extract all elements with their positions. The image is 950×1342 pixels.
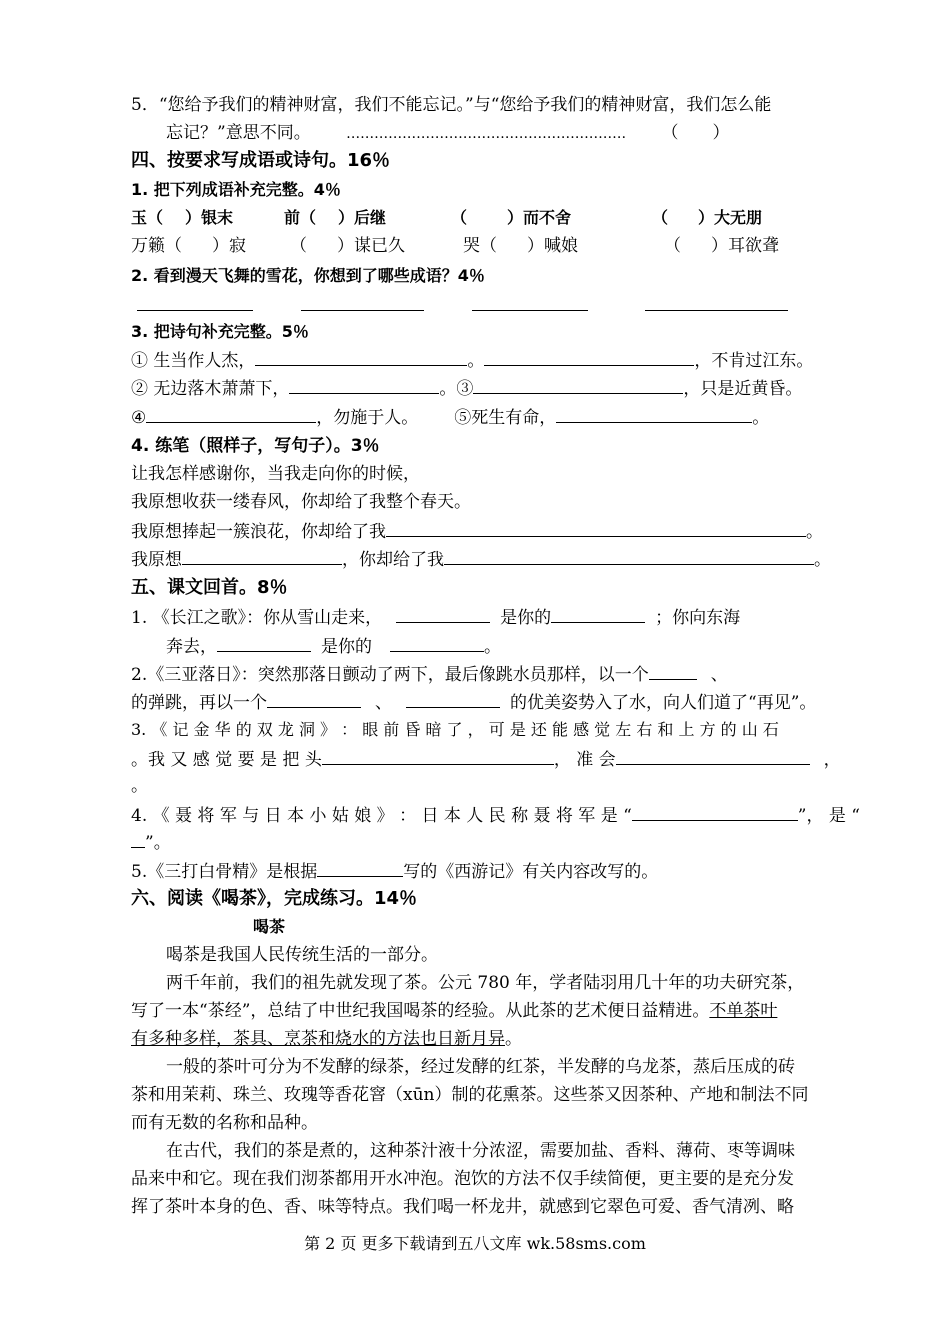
writing-line-1 [131, 519, 823, 544]
review-item-3a: 3. 《 记 金 华 的 双 龙 洞 》 ： 眼 前 昏 暗 了 ， 可 是 还 能 感 觉 左 右 和 上 方 的 山 石 [131, 720, 779, 739]
q5-line1: 5．“您给予我们的精神财富，我们不能忘记。”与“您给予我们的精神财富，我们怎么能 [131, 95, 772, 115]
review-blank[interactable] [616, 747, 810, 765]
idiom-pre: （ [652, 208, 669, 227]
s4-q3-title: 3. 把诗句补充完整。5％ [131, 322, 309, 341]
poem-blank[interactable] [146, 405, 316, 423]
idiom-post: ）而不舍 [507, 208, 572, 227]
idiom-pre: （ [451, 208, 468, 227]
article-p3-line2: 茶和用茉莉、珠兰、玫瑰等香花窨（xūn）制的花熏茶。这些茶又因茶种、产地和制法不同 [131, 1085, 809, 1105]
answer-blank-1[interactable] [137, 310, 253, 311]
review-item-4a [131, 803, 860, 828]
idiom-post: ）银末 [185, 208, 234, 227]
idiom-post: ）耳欲聋 [711, 236, 779, 256]
review-text: ， 准 会 [553, 750, 616, 770]
review-text: 、 [375, 693, 392, 713]
article-p4-line3: 挥了茶叶本身的色、香、味等特点。我们喝一杯龙井，就感到它翠色可爱、香气清冽、略 [131, 1197, 794, 1217]
review-text: 是你的 [500, 608, 552, 628]
answer-blank-4[interactable] [645, 310, 788, 311]
review-text: 2.《三亚落日》：突然那落日颤动了两下，最后像跳水员那样，以一个 [131, 665, 649, 685]
idiom-item-8 [664, 234, 779, 258]
writing-line-2 [131, 547, 831, 572]
review-text: 4. 《 聂 将 军 与 日 本 小 姑 娘 》 ： 日 本 人 民 称 聂 将 军 是 “ [131, 806, 632, 826]
q5-answer-paren: （ ） [661, 123, 730, 143]
writing-text: 。 [806, 522, 823, 542]
writing-text: ，你却给了我 [342, 550, 444, 570]
review-blank[interactable] [322, 747, 554, 765]
section6-title: 六、阅读《喝茶》，完成练习。14％ [131, 888, 418, 909]
article-p3-line1: 一般的茶叶可分为不发酵的绿茶，经过发酵的红茶，半发酵的乌龙茶，蒸后压成的砖 [166, 1057, 795, 1077]
article-title: 喝茶 [253, 917, 286, 936]
idiom-post: ）喊娘 [527, 236, 578, 256]
review-text: 、 [710, 665, 728, 685]
review-item-4b [131, 830, 171, 855]
review-text: ；你向东海 [655, 608, 741, 628]
s4-q2-title: 2. 看到漫天飞舞的雪花，你想到了哪些成语？4％ [131, 266, 485, 285]
writing-blank[interactable] [386, 519, 806, 537]
review-blank[interactable] [317, 859, 403, 877]
idiom-pre: 万籁（ [131, 236, 182, 256]
idiom-pre: （ [664, 236, 681, 256]
poem-text: 。 [467, 351, 485, 371]
page-footer: 第 2 页 更多下载请到五八文库 wk.58sms.com [304, 1234, 646, 1253]
idiom-item-3 [451, 206, 571, 230]
review-item-1b [166, 634, 501, 659]
idiom-pre: 哭（ [463, 236, 497, 256]
poem-text: ，不肯过江东。 [694, 351, 814, 371]
review-blank[interactable] [217, 634, 311, 652]
idiom-post: ）谋已久 [337, 236, 405, 256]
review-blank[interactable] [131, 830, 145, 848]
review-item-2a [131, 662, 728, 687]
writing-blank[interactable] [182, 547, 342, 565]
review-text: ”。 [145, 833, 171, 853]
poem-blank[interactable] [484, 348, 694, 366]
article-p2-line1: 两千年前，我们的祖先就发现了茶。公元 780 年，学者陆羽用几十年的功夫研究茶， [166, 973, 805, 993]
review-text: 写的《西游记》有关内容改写的。 [403, 862, 659, 882]
idiom-pre: 前（ [284, 208, 317, 227]
review-text: 。我 又 感 觉 要 是 把 头 [131, 750, 322, 770]
poem-text: ② 无边落木萧萧下， [131, 379, 290, 399]
section4-title: 四、按要求写成语或诗句。16％ [131, 150, 391, 171]
idiom-post: ）寂 [212, 236, 246, 256]
review-item-3c: 。 [131, 776, 148, 796]
idiom-pre: 玉（ [131, 208, 164, 227]
review-blank[interactable] [406, 690, 500, 708]
idiom-item-5 [131, 234, 246, 258]
review-blank[interactable] [267, 690, 361, 708]
review-text: 的弹跳，再以一个 [131, 693, 267, 713]
idiom-item-6 [290, 234, 405, 258]
poem-line-2 [131, 376, 802, 401]
review-item-1a [131, 605, 740, 630]
review-text: 的优美姿势入了水，向人们道了“再见”。 [510, 693, 817, 713]
poem-text: 。 [752, 408, 770, 428]
answer-blank-3[interactable] [472, 310, 588, 311]
writing-text: 我原想 [131, 550, 182, 570]
idiom-post: ）大无朋 [698, 208, 763, 227]
underlined-sentence: 不单茶叶 [709, 1001, 778, 1021]
article-text: 。 [505, 1029, 522, 1049]
q5-line2-text: 忘记？”意思不同。 [166, 123, 311, 143]
writing-example-1: 让我怎样感谢你，当我走向你的时候， [131, 464, 420, 484]
writing-text: 。 [814, 550, 831, 570]
poem-blank[interactable] [255, 348, 467, 366]
review-blank[interactable] [551, 605, 645, 623]
review-text: 是你的 [321, 637, 372, 657]
idiom-item-2 [284, 206, 386, 230]
underlined-sentence: 有多种多样，茶具、烹茶和烧水的方法也日新月异 [131, 1029, 505, 1049]
idiom-pre: （ [290, 236, 307, 256]
poem-blank[interactable] [289, 376, 439, 394]
idiom-item-4 [652, 206, 762, 230]
section5-title: 五、课文回首。8％ [131, 577, 288, 598]
answer-blank-2[interactable] [301, 310, 424, 311]
review-item-3b [131, 747, 841, 772]
poem-text: 。③ [439, 379, 474, 399]
article-text: 写了一本“茶经”，总结了中世纪我国喝茶的经验。从此茶的艺术便日益精进。 [131, 1001, 710, 1021]
review-item-5 [131, 859, 658, 884]
s4-q4-title: 4. 练笔（照样子，写句子）。3％ [131, 436, 380, 456]
review-blank[interactable] [649, 662, 697, 680]
writing-blank[interactable] [444, 547, 814, 565]
poem-line-1 [131, 348, 813, 373]
s4-q1-title: 1. 把下列成语补充完整。4％ [131, 180, 341, 199]
article-p3-line3: 而有无数的名称和品种。 [131, 1113, 318, 1133]
writing-example-2: 我原想收获一缕春风，你却给了我整个春天。 [131, 492, 471, 512]
idiom-item-1 [131, 206, 233, 230]
q5-dots: …………………………………………………… [346, 126, 627, 142]
review-blank[interactable] [390, 634, 484, 652]
poem-text: ④ [131, 408, 147, 428]
article-p2-line2 [131, 999, 777, 1023]
poem-text: ，勿施于人。 [316, 408, 419, 428]
poem-line-3 [131, 405, 769, 430]
review-text: ”， 是 “ [797, 806, 860, 826]
poem-blank[interactable] [556, 405, 752, 423]
article-p4-line2: 品来中和它。现在我们沏茶都用开水冲泡。泡饮的方法不仅手续简便，更主要的是充分发 [131, 1169, 794, 1189]
idiom-post: ）后继 [338, 208, 387, 227]
poem-text: ① 生当作人杰， [131, 351, 256, 371]
poem-blank[interactable] [473, 376, 683, 394]
article-p2-line3 [131, 1027, 522, 1051]
review-item-2b [131, 690, 816, 715]
review-text: 5.《三打白骨精》是根据 [131, 862, 318, 882]
review-text: 。 [484, 637, 501, 657]
q5-line2 [166, 121, 730, 146]
poem-text: ，只是近黄昏。 [683, 379, 803, 399]
review-text: ， [823, 750, 841, 770]
poem-text: ⑤死生有命， [454, 408, 557, 428]
review-blank[interactable] [632, 803, 798, 821]
writing-text: 我原想捧起一簇浪花，你却给了我 [131, 522, 386, 542]
article-p4-line1: 在古代，我们的茶是煮的，这种茶汁液十分浓涩，需要加盐、香料、薄荷、枣等调味 [166, 1141, 795, 1161]
review-text: 1. 《长江之歌》：你从雪山走来， [131, 608, 383, 628]
idiom-item-7 [463, 234, 578, 258]
review-text: 奔去， [166, 637, 217, 657]
article-p1: 喝茶是我国人民传统生活的一部分。 [166, 945, 438, 965]
review-blank[interactable] [396, 605, 490, 623]
